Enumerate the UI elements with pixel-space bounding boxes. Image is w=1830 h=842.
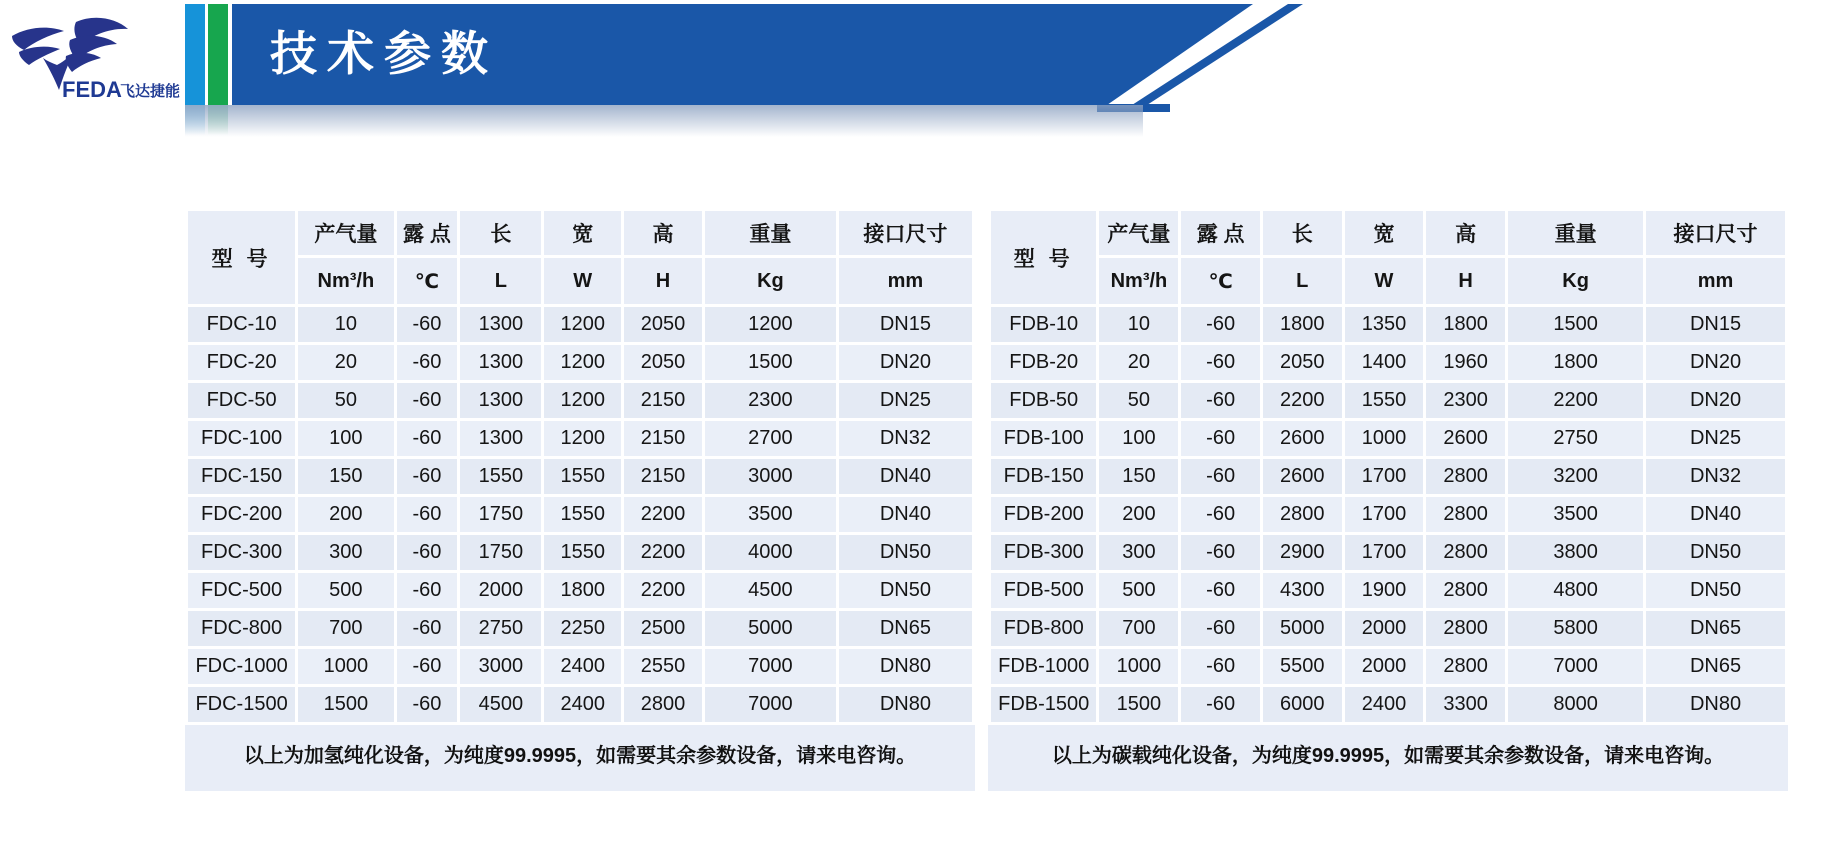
value-cell: 1500 bbox=[704, 344, 838, 382]
col-header-interface: 接口尺寸 bbox=[837, 210, 973, 257]
value-cell: 5000 bbox=[704, 610, 838, 648]
value-cell: 4500 bbox=[459, 686, 543, 724]
value-cell: -60 bbox=[395, 458, 459, 496]
value-cell: DN65 bbox=[837, 610, 973, 648]
fdc-spec-table bbox=[185, 208, 975, 725]
value-cell: -60 bbox=[395, 610, 459, 648]
value-cell: 2800 bbox=[622, 686, 703, 724]
value-cell: 500 bbox=[1098, 572, 1180, 610]
value-cell: 2250 bbox=[543, 610, 622, 648]
value-cell: 2000 bbox=[1343, 610, 1424, 648]
value-cell: 50 bbox=[1098, 382, 1180, 420]
col-header-width: 宽 bbox=[1343, 210, 1424, 257]
value-cell: 3200 bbox=[1507, 458, 1645, 496]
value-cell: 1300 bbox=[459, 420, 543, 458]
value-cell: 2150 bbox=[622, 420, 703, 458]
value-cell: 2750 bbox=[1507, 420, 1645, 458]
value-cell: 20 bbox=[1098, 344, 1180, 382]
value-cell: DN15 bbox=[837, 306, 973, 344]
unit-interface: mm bbox=[837, 257, 973, 306]
value-cell: DN65 bbox=[1645, 610, 1787, 648]
value-cell: 1200 bbox=[543, 306, 622, 344]
value-cell: 2600 bbox=[1425, 420, 1507, 458]
table-row bbox=[990, 686, 1787, 724]
value-cell: 1800 bbox=[1507, 344, 1645, 382]
value-cell: 1300 bbox=[459, 306, 543, 344]
fdc-table-note: 以上为加氢纯化设备，为纯度99.9995，如需要其余参数设备，请来电咨询。 bbox=[243, 745, 917, 767]
table-row bbox=[187, 306, 974, 344]
value-cell: 1750 bbox=[459, 496, 543, 534]
value-cell: 2600 bbox=[1261, 420, 1343, 458]
value-cell: DN40 bbox=[1645, 496, 1787, 534]
value-cell: 1960 bbox=[1425, 344, 1507, 382]
value-cell: DN80 bbox=[837, 648, 973, 686]
unit-dewpoint: ℃ bbox=[1180, 257, 1261, 306]
value-cell: -60 bbox=[395, 534, 459, 572]
col-header-weight: 重量 bbox=[1507, 210, 1645, 257]
table-row bbox=[990, 420, 1787, 458]
col-header-length: 长 bbox=[459, 210, 543, 257]
table-row bbox=[990, 458, 1787, 496]
value-cell: 1350 bbox=[1343, 306, 1424, 344]
value-cell: 2400 bbox=[543, 648, 622, 686]
value-cell: 1700 bbox=[1343, 458, 1424, 496]
model-cell: FDC-100 bbox=[187, 420, 297, 458]
value-cell: 5000 bbox=[1261, 610, 1343, 648]
model-cell: FDB-800 bbox=[990, 610, 1098, 648]
table-row bbox=[187, 344, 974, 382]
model-cell: FDB-300 bbox=[990, 534, 1098, 572]
value-cell: 2200 bbox=[622, 534, 703, 572]
value-cell: 10 bbox=[1098, 306, 1180, 344]
value-cell: -60 bbox=[1180, 534, 1261, 572]
value-cell: 6000 bbox=[1261, 686, 1343, 724]
model-cell: FDC-10 bbox=[187, 306, 297, 344]
col-header-model: 型 号 bbox=[990, 210, 1098, 306]
value-cell: 1500 bbox=[1098, 686, 1180, 724]
value-cell: -60 bbox=[1180, 306, 1261, 344]
value-cell: DN50 bbox=[1645, 572, 1787, 610]
model-cell: FDB-150 bbox=[990, 458, 1098, 496]
value-cell: 3800 bbox=[1507, 534, 1645, 572]
model-cell: FDB-50 bbox=[990, 382, 1098, 420]
value-cell: -60 bbox=[395, 382, 459, 420]
value-cell: DN50 bbox=[837, 534, 973, 572]
value-cell: 1800 bbox=[543, 572, 622, 610]
value-cell: 2800 bbox=[1425, 496, 1507, 534]
value-cell: DN20 bbox=[1645, 344, 1787, 382]
value-cell: -60 bbox=[1180, 344, 1261, 382]
value-cell: 1300 bbox=[459, 344, 543, 382]
value-cell: 50 bbox=[297, 382, 395, 420]
value-cell: 1500 bbox=[1507, 306, 1645, 344]
table-row bbox=[187, 458, 974, 496]
value-cell: DN15 bbox=[1645, 306, 1787, 344]
unit-interface: mm bbox=[1645, 257, 1787, 306]
table-row bbox=[187, 420, 974, 458]
unit-weight: Kg bbox=[704, 257, 838, 306]
value-cell: 2400 bbox=[1343, 686, 1424, 724]
unit-weight: Kg bbox=[1507, 257, 1645, 306]
model-cell: FDC-500 bbox=[187, 572, 297, 610]
value-cell: DN80 bbox=[1645, 686, 1787, 724]
value-cell: DN50 bbox=[837, 572, 973, 610]
model-cell: FDB-20 bbox=[990, 344, 1098, 382]
value-cell: 1800 bbox=[1261, 306, 1343, 344]
value-cell: 1000 bbox=[1343, 420, 1424, 458]
value-cell: 8000 bbox=[1507, 686, 1645, 724]
unit-height: H bbox=[1425, 257, 1507, 306]
col-header-output: 产气量 bbox=[1098, 210, 1180, 257]
model-cell: FDC-200 bbox=[187, 496, 297, 534]
value-cell: 5500 bbox=[1261, 648, 1343, 686]
value-cell: -60 bbox=[395, 686, 459, 724]
col-header-output: 产气量 bbox=[297, 210, 395, 257]
value-cell: DN65 bbox=[1645, 648, 1787, 686]
value-cell: -60 bbox=[395, 648, 459, 686]
table-row bbox=[990, 610, 1787, 648]
model-cell: FDB-200 bbox=[990, 496, 1098, 534]
value-cell: 2200 bbox=[1261, 382, 1343, 420]
value-cell: 1000 bbox=[297, 648, 395, 686]
value-cell: 4500 bbox=[704, 572, 838, 610]
value-cell: 2800 bbox=[1425, 610, 1507, 648]
table-row bbox=[990, 344, 1787, 382]
unit-height: H bbox=[622, 257, 703, 306]
unit-length: L bbox=[459, 257, 543, 306]
header-row-1 bbox=[187, 210, 974, 257]
company-logo bbox=[10, 16, 185, 104]
col-header-height: 高 bbox=[622, 210, 703, 257]
table-row bbox=[990, 306, 1787, 344]
value-cell: 1300 bbox=[459, 382, 543, 420]
value-cell: 1800 bbox=[1425, 306, 1507, 344]
table-row bbox=[990, 496, 1787, 534]
value-cell: 3300 bbox=[1425, 686, 1507, 724]
value-cell: DN32 bbox=[1645, 458, 1787, 496]
value-cell: -60 bbox=[395, 344, 459, 382]
value-cell: 2300 bbox=[704, 382, 838, 420]
col-header-height: 高 bbox=[1425, 210, 1507, 257]
value-cell: -60 bbox=[395, 420, 459, 458]
value-cell: 700 bbox=[297, 610, 395, 648]
value-cell: -60 bbox=[1180, 686, 1261, 724]
value-cell: DN20 bbox=[837, 344, 973, 382]
col-header-model: 型 号 bbox=[187, 210, 297, 306]
unit-width: W bbox=[543, 257, 622, 306]
value-cell: DN40 bbox=[837, 496, 973, 534]
value-cell: 200 bbox=[1098, 496, 1180, 534]
value-cell: DN25 bbox=[837, 382, 973, 420]
value-cell: 7000 bbox=[704, 648, 838, 686]
value-cell: 300 bbox=[297, 534, 395, 572]
table-row bbox=[187, 610, 974, 648]
unit-output: Nm³/h bbox=[1098, 257, 1180, 306]
value-cell: 1200 bbox=[543, 420, 622, 458]
value-cell: 2800 bbox=[1425, 458, 1507, 496]
value-cell: 1500 bbox=[297, 686, 395, 724]
value-cell: 2800 bbox=[1261, 496, 1343, 534]
model-cell: FDC-1500 bbox=[187, 686, 297, 724]
col-header-length: 长 bbox=[1261, 210, 1343, 257]
table-row bbox=[187, 648, 974, 686]
value-cell: -60 bbox=[395, 496, 459, 534]
value-cell: 20 bbox=[297, 344, 395, 382]
table-row bbox=[990, 382, 1787, 420]
value-cell: 150 bbox=[1098, 458, 1180, 496]
model-cell: FDB-1000 bbox=[990, 648, 1098, 686]
value-cell: 3000 bbox=[459, 648, 543, 686]
fdb-spec-table bbox=[988, 208, 1788, 725]
value-cell: 700 bbox=[1098, 610, 1180, 648]
value-cell: DN50 bbox=[1645, 534, 1787, 572]
table-row bbox=[187, 534, 974, 572]
col-header-dewpoint: 露 点 bbox=[395, 210, 459, 257]
value-cell: 1000 bbox=[1098, 648, 1180, 686]
value-cell: 1550 bbox=[543, 534, 622, 572]
table-row bbox=[990, 572, 1787, 610]
header-row-2 bbox=[990, 257, 1787, 306]
logo-brand-cn-text: 飞达捷能 bbox=[120, 83, 181, 100]
col-header-width: 宽 bbox=[543, 210, 622, 257]
value-cell: 2050 bbox=[1261, 344, 1343, 382]
value-cell: 3500 bbox=[704, 496, 838, 534]
value-cell: -60 bbox=[1180, 496, 1261, 534]
value-cell: 2200 bbox=[1507, 382, 1645, 420]
value-cell: 150 bbox=[297, 458, 395, 496]
accent-bar-green bbox=[208, 4, 228, 105]
value-cell: 3000 bbox=[704, 458, 838, 496]
value-cell: 3500 bbox=[1507, 496, 1645, 534]
value-cell: 1550 bbox=[543, 496, 622, 534]
model-cell: FDB-10 bbox=[990, 306, 1098, 344]
value-cell: -60 bbox=[1180, 382, 1261, 420]
value-cell: 300 bbox=[1098, 534, 1180, 572]
value-cell: 1750 bbox=[459, 534, 543, 572]
header-row-2 bbox=[187, 257, 974, 306]
value-cell: DN20 bbox=[1645, 382, 1787, 420]
value-cell: -60 bbox=[395, 572, 459, 610]
model-cell: FDC-1000 bbox=[187, 648, 297, 686]
header-row-1 bbox=[990, 210, 1787, 257]
value-cell: 1550 bbox=[1343, 382, 1424, 420]
value-cell: 2050 bbox=[622, 306, 703, 344]
model-cell: FDB-500 bbox=[990, 572, 1098, 610]
unit-output: Nm³/h bbox=[297, 257, 395, 306]
table-row bbox=[187, 686, 974, 724]
unit-length: L bbox=[1261, 257, 1343, 306]
value-cell: -60 bbox=[1180, 610, 1261, 648]
value-cell: 1400 bbox=[1343, 344, 1424, 382]
value-cell: 2200 bbox=[622, 572, 703, 610]
value-cell: 2050 bbox=[622, 344, 703, 382]
value-cell: 2750 bbox=[459, 610, 543, 648]
value-cell: DN80 bbox=[837, 686, 973, 724]
value-cell: 10 bbox=[297, 306, 395, 344]
value-cell: DN25 bbox=[1645, 420, 1787, 458]
value-cell: 7000 bbox=[704, 686, 838, 724]
model-cell: FDC-50 bbox=[187, 382, 297, 420]
table-row bbox=[187, 382, 974, 420]
value-cell: DN40 bbox=[837, 458, 973, 496]
value-cell: 500 bbox=[297, 572, 395, 610]
banner-shadow bbox=[185, 105, 1143, 137]
value-cell: 1700 bbox=[1343, 496, 1424, 534]
accent-bar-blue bbox=[185, 4, 205, 105]
value-cell: 4000 bbox=[704, 534, 838, 572]
value-cell: 2200 bbox=[622, 496, 703, 534]
value-cell: 2700 bbox=[704, 420, 838, 458]
value-cell: 2500 bbox=[622, 610, 703, 648]
model-cell: FDB-100 bbox=[990, 420, 1098, 458]
value-cell: 2150 bbox=[622, 382, 703, 420]
value-cell: 1900 bbox=[1343, 572, 1424, 610]
title-banner bbox=[185, 4, 1375, 144]
table-row bbox=[990, 648, 1787, 686]
value-cell: 2550 bbox=[622, 648, 703, 686]
value-cell: 4800 bbox=[1507, 572, 1645, 610]
value-cell: 2800 bbox=[1425, 534, 1507, 572]
model-cell: FDB-1500 bbox=[990, 686, 1098, 724]
value-cell: 5800 bbox=[1507, 610, 1645, 648]
value-cell: 1200 bbox=[543, 382, 622, 420]
table-row bbox=[187, 572, 974, 610]
fdb-table-panel bbox=[988, 208, 1788, 791]
value-cell: DN32 bbox=[837, 420, 973, 458]
value-cell: 1550 bbox=[459, 458, 543, 496]
fdb-table-note: 以上为碳载纯化设备，为纯度99.9995，如需要其余参数设备，请来电咨询。 bbox=[1051, 745, 1725, 767]
model-cell: FDC-300 bbox=[187, 534, 297, 572]
value-cell: 1700 bbox=[1343, 534, 1424, 572]
value-cell: 2150 bbox=[622, 458, 703, 496]
model-cell: FDC-800 bbox=[187, 610, 297, 648]
value-cell: 2900 bbox=[1261, 534, 1343, 572]
col-header-weight: 重量 bbox=[704, 210, 838, 257]
value-cell: -60 bbox=[1180, 648, 1261, 686]
value-cell: 2400 bbox=[543, 686, 622, 724]
value-cell: 2000 bbox=[1343, 648, 1424, 686]
table-row bbox=[187, 496, 974, 534]
value-cell: 7000 bbox=[1507, 648, 1645, 686]
value-cell: 1200 bbox=[704, 306, 838, 344]
value-cell: -60 bbox=[1180, 572, 1261, 610]
value-cell: 2800 bbox=[1425, 572, 1507, 610]
value-cell: 1550 bbox=[543, 458, 622, 496]
value-cell: 100 bbox=[297, 420, 395, 458]
unit-width: W bbox=[1343, 257, 1424, 306]
table-row bbox=[990, 534, 1787, 572]
value-cell: -60 bbox=[1180, 458, 1261, 496]
fdc-table-panel bbox=[185, 208, 975, 791]
value-cell: 2800 bbox=[1425, 648, 1507, 686]
model-cell: FDC-150 bbox=[187, 458, 297, 496]
col-header-dewpoint: 露 点 bbox=[1180, 210, 1261, 257]
page-title: 技术参数 bbox=[270, 27, 498, 80]
value-cell: -60 bbox=[395, 306, 459, 344]
value-cell: 2600 bbox=[1261, 458, 1343, 496]
value-cell: 200 bbox=[297, 496, 395, 534]
value-cell: 2000 bbox=[459, 572, 543, 610]
value-cell: -60 bbox=[1180, 420, 1261, 458]
value-cell: 100 bbox=[1098, 420, 1180, 458]
unit-dewpoint: ℃ bbox=[395, 257, 459, 306]
value-cell: 4300 bbox=[1261, 572, 1343, 610]
col-header-interface: 接口尺寸 bbox=[1645, 210, 1787, 257]
model-cell: FDC-20 bbox=[187, 344, 297, 382]
value-cell: 2300 bbox=[1425, 382, 1507, 420]
value-cell: 1200 bbox=[543, 344, 622, 382]
logo-brand-text: FEDA bbox=[62, 77, 122, 102]
